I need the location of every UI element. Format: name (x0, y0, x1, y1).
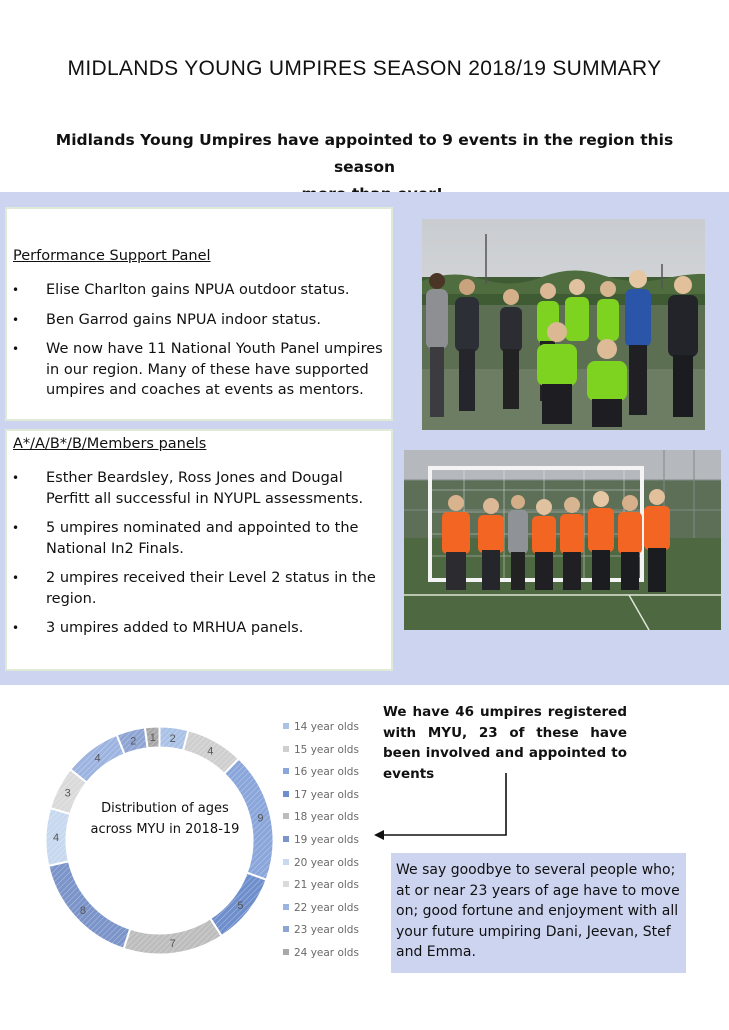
legend-item (283, 874, 359, 897)
bullet-text: 5 umpires nominated and appointed to the National In2 Finals. (46, 520, 359, 557)
intro-line-1: Midlands Young Umpires have appointed to 9 events in the region this season (55, 131, 674, 176)
list-item (7, 468, 391, 509)
bullet-text: Elise Charlton gains NPUA outdoor status. (46, 282, 350, 298)
legend-item (283, 716, 359, 739)
slice-value-label: 1 (149, 732, 156, 745)
chart-title-line-1: Distribution of ages (101, 801, 229, 816)
legend-swatch (283, 813, 289, 819)
slice-value-label: 9 (257, 812, 264, 825)
bullet-icon: • (12, 571, 20, 585)
legend-item (283, 784, 359, 807)
legend-swatch (283, 949, 289, 955)
legend-swatch (283, 746, 289, 752)
slice-value-label: 4 (52, 832, 60, 845)
legend-label: 24 year olds (294, 946, 359, 959)
list-item (7, 280, 391, 301)
bullet-icon: • (12, 471, 20, 485)
bullet-text: 3 umpires added to MRHUA panels. (46, 620, 304, 636)
list-item (7, 518, 391, 559)
bullet-text: Esther Beardsley, Ross Jones and Dougal Perfitt all successful in NYUPL assessments. (46, 470, 364, 507)
members-panel (5, 429, 393, 671)
slice-value-label: 7 (169, 938, 176, 951)
page-title: MIDLANDS YOUNG UMPIRES SEASON 2018/19 SUMMARY (67, 57, 662, 80)
performance-support-panel (5, 207, 393, 421)
bullet-text: Ben Garrod gains NPUA indoor status. (46, 311, 321, 328)
legend-label: 20 year olds (294, 856, 359, 869)
group-photo-lime-shirts (422, 219, 705, 430)
bullet-text: We now have 11 National Youth Panel umpires in our region. Many of these have supported umpires and coaches at events as mentors. (46, 341, 383, 398)
legend-swatch (283, 859, 289, 865)
legend-label: 18 year olds (294, 811, 359, 824)
legend-item (283, 919, 359, 942)
legend-item (283, 852, 359, 875)
age-distribution-chart (37, 718, 282, 963)
legend-item (283, 897, 359, 920)
legend-item (283, 739, 359, 762)
bullet-icon: • (12, 283, 20, 297)
members-panel-heading: A*/A/B*/B/Members panels (13, 436, 207, 452)
legend-swatch (283, 881, 289, 887)
bullet-icon: • (12, 312, 20, 327)
legend-label: 23 year olds (294, 924, 359, 937)
legend-label: 19 year olds (294, 833, 359, 846)
legend-item (283, 761, 359, 784)
legend-label: 21 year olds (294, 879, 359, 892)
bullet-icon: • (12, 521, 20, 535)
slice-value-label: 3 (64, 787, 71, 800)
bullet-text: 2 umpires received their Level 2 status in the region. (46, 570, 376, 607)
legend-label: 17 year olds (294, 788, 359, 801)
goodbye-box: We say goodbye to several people who; at or near 23 years of age have to move on; good fortune and enjoyment with all your future umpiring Dani, Jeevan, Stef and Emma. (391, 853, 686, 973)
chart-legend (283, 716, 359, 965)
slice-value-label: 5 (237, 900, 244, 913)
legend-swatch (283, 836, 289, 842)
performance-panel-heading: Performance Support Panel (13, 248, 211, 264)
chart-title-line-2: across MYU in 2018-19 (90, 822, 240, 837)
legend-label: 14 year olds (294, 721, 359, 733)
legend-swatch (283, 904, 289, 910)
list-item (7, 339, 391, 401)
performance-bullet-list (7, 280, 391, 410)
bullet-icon: • (12, 342, 20, 356)
legend-label: 22 year olds (294, 901, 359, 914)
legend-swatch (283, 926, 289, 932)
slice-value-label: 2 (130, 735, 137, 748)
legend-item (283, 806, 359, 829)
legend-swatch (283, 768, 289, 774)
legend-swatch (283, 791, 289, 797)
chart-title (80, 798, 250, 840)
slice-value-label: 4 (207, 745, 214, 758)
legend-item (283, 942, 359, 965)
members-bullet-list (7, 468, 391, 648)
legend-label: 15 year olds (294, 743, 359, 756)
list-item (7, 310, 391, 331)
list-item (7, 618, 391, 639)
slice-value-label: 8 (79, 905, 86, 918)
slice-value-label: 2 (169, 732, 176, 745)
legend-item (283, 829, 359, 852)
bullet-icon: • (12, 621, 20, 635)
registration-text: We have 46 umpires registered with MYU, 23 of these have been involved and appointed to events (383, 704, 627, 782)
legend-label: 16 year olds (294, 766, 359, 779)
donut-svg (37, 718, 282, 963)
arrow-icon (370, 770, 515, 845)
list-item (7, 568, 391, 609)
donut-slice (48, 861, 130, 948)
slice-value-label: 4 (94, 752, 101, 765)
group-photo-orange-shirts (404, 450, 721, 630)
legend-swatch (283, 723, 289, 729)
